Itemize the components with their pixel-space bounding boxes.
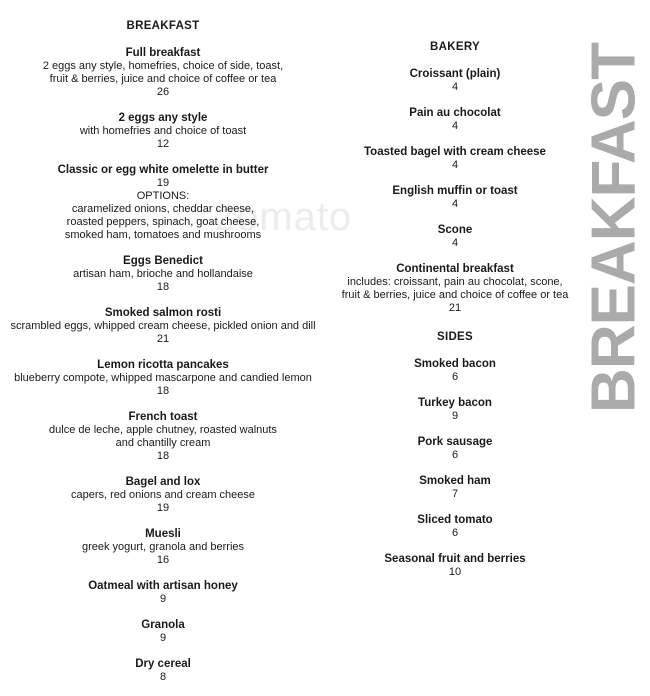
menu-item-price: 7 — [451, 488, 459, 500]
menu-item-name: Dry cereal — [135, 658, 191, 670]
menu-item — [335, 262, 575, 315]
bakery-section-title: BAKERY — [430, 41, 480, 53]
menu-item-price: 4 — [451, 198, 459, 210]
menu-item-description: capers, red onions and cream cheese — [70, 489, 256, 501]
menu-item-name: Sliced tomato — [417, 514, 493, 526]
menu-item-price: 6 — [451, 371, 459, 383]
menu-item-description: scrambled eggs, whipped cream cheese, pickled onion and dill — [10, 320, 316, 332]
menu-item-price: 18 — [156, 450, 170, 462]
menu-item — [335, 513, 575, 540]
menu-item-description: 2 eggs any style, homefries, choice of side, toast, fruit & berries, juice and choice of coffee or tea — [42, 60, 284, 85]
menu-item-name: Seasonal fruit and berries — [384, 553, 526, 565]
menu-item — [335, 474, 575, 501]
menu-item-name: Continental breakfast — [396, 263, 514, 275]
menu-item-name: Oatmeal with artisan honey — [88, 580, 238, 592]
side-banner-text: BREAKFAST — [579, 43, 649, 413]
menu-item — [0, 46, 326, 99]
menu-item-description: dulce de leche, apple chutney, roasted walnuts and chantilly cream — [49, 424, 277, 449]
menu-item-name: Scone — [437, 224, 473, 236]
menu-item-price: 21 — [448, 302, 462, 314]
menu-item-name: Muesli — [145, 528, 181, 540]
menu-item — [335, 184, 575, 211]
menu-item — [0, 618, 326, 645]
menu-item — [335, 435, 575, 462]
menu-item-price: 4 — [451, 81, 459, 93]
menu-item-name: Classic or egg white omelette in butter — [57, 164, 269, 176]
menu-item-name: Smoked bacon — [414, 358, 496, 370]
menu-item — [0, 111, 326, 151]
menu-item-name: Lemon ricotta pancakes — [97, 359, 229, 371]
side-banner — [579, 18, 649, 438]
menu-item-name: Turkey bacon — [418, 397, 492, 409]
menu-item — [0, 475, 326, 515]
menu-item-name: Smoked salmon rosti — [104, 307, 222, 319]
menu-item — [0, 306, 326, 346]
bakery-items — [335, 67, 575, 315]
menu-item — [0, 163, 326, 242]
menu-item-description: greek yogurt, granola and berries — [81, 541, 245, 553]
menu-item-name: Toasted bagel with cream cheese — [364, 146, 546, 158]
menu-item-price: 12 — [156, 138, 170, 150]
menu-item-price: 6 — [451, 449, 459, 461]
menu-item-price: 9 — [451, 410, 459, 422]
menu-item — [0, 579, 326, 606]
menu-item-price: 8 — [159, 671, 167, 683]
breakfast-items — [0, 46, 326, 684]
menu-item-price: 19 OPTIONS: caramelized onions, cheddar cheese, roasted peppers, spinach, goat cheese, smoked ham, tomatoes and mushrooms — [64, 177, 262, 241]
menu-item-name: Bagel and lox — [125, 476, 201, 488]
menu-item-price: 26 — [156, 86, 170, 98]
watermark: zomato — [215, 195, 353, 239]
menu-item-price: 4 — [451, 120, 459, 132]
menu-item-description: includes: croissant, pain au chocolat, scone, fruit & berries, juice and choice of coffee or tea — [341, 276, 569, 301]
menu-item — [0, 410, 326, 463]
menu-item-name: Pain au chocolat — [409, 107, 501, 119]
menu-item-name: English muffin or toast — [392, 185, 518, 197]
menu-item-name: Pork sausage — [417, 436, 493, 448]
menu-item-name: Granola — [141, 619, 185, 631]
menu-item-price: 6 — [451, 527, 459, 539]
menu-item-name: Eggs Benedict — [123, 255, 203, 267]
menu-item-price: 4 — [451, 159, 459, 171]
sides-section-title: SIDES — [436, 331, 473, 343]
menu-item-name: Full breakfast — [125, 47, 201, 59]
menu-item — [335, 552, 575, 579]
menu-item-name: Croissant (plain) — [409, 68, 501, 80]
menu-item-price: 9 — [159, 632, 167, 644]
menu-item-name: French toast — [128, 411, 198, 423]
bakery-sides-column — [335, 41, 575, 591]
menu-item — [0, 254, 326, 294]
menu-item-price: 18 — [156, 385, 170, 397]
menu-item-price: 9 — [159, 593, 167, 605]
menu-item — [335, 106, 575, 133]
menu-item-price: 16 — [156, 554, 170, 566]
menu-item — [335, 223, 575, 250]
menu-item-name: 2 eggs any style — [118, 112, 208, 124]
sides-items — [335, 357, 575, 579]
menu-item-price: 18 — [156, 281, 170, 293]
menu-item — [335, 357, 575, 384]
menu-item-price: 21 — [156, 333, 170, 345]
menu-item — [335, 67, 575, 94]
breakfast-section-title: BREAKFAST — [126, 20, 200, 32]
menu-item — [0, 657, 326, 684]
menu-item-description: blueberry compote, whipped mascarpone and candied lemon — [14, 372, 312, 384]
menu-item — [335, 396, 575, 423]
menu-item — [335, 145, 575, 172]
menu-item-price: 19 — [156, 502, 170, 514]
menu-item — [0, 527, 326, 567]
menu-item-description: artisan ham, brioche and hollandaise — [73, 268, 253, 280]
menu-item-price: 10 — [448, 566, 462, 578]
menu-item — [0, 358, 326, 398]
menu-item-name: Smoked ham — [419, 475, 491, 487]
menu-item-description: with homefries and choice of toast — [79, 125, 247, 137]
breakfast-column — [0, 20, 326, 696]
menu-item-price: 4 — [451, 237, 459, 249]
